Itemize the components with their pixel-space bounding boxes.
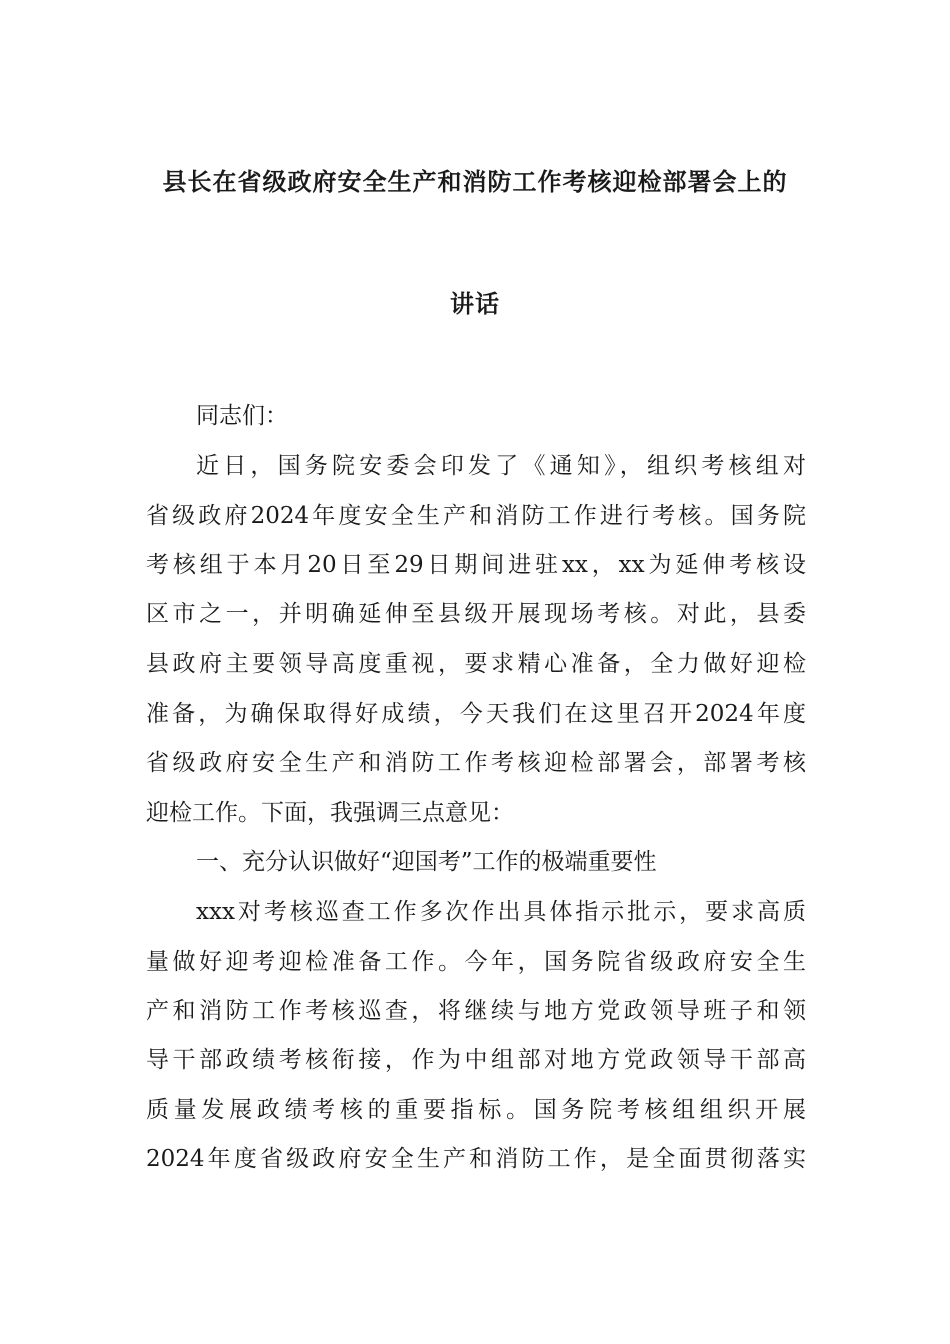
body-line: xxx对考核巡查工作多次作出具体指示批示，要求高质 xyxy=(196,899,806,925)
body-line: 省级政府安全生产和消防工作考核迎检部署会，部署考核 xyxy=(146,750,806,776)
salutation: 同志们： xyxy=(196,403,288,429)
document-title-line-1: 县长在省级政府安全生产和消防工作考核迎检部署会上的 xyxy=(162,168,788,196)
body-line: 量做好迎考迎检准备工作。今年，国务院省级政府安全生 xyxy=(146,949,806,975)
body-line: 迎检工作。下面，我强调三点意见： xyxy=(146,800,514,826)
section-heading: 一、充分认识做好“迎国考”工作的极端重要性 xyxy=(196,849,657,875)
body-line: 产和消防工作考核巡查，将继续与地方党政领导班子和领 xyxy=(146,998,806,1024)
body-line: 考核组于本月20日至29日期间进驻xx，xx为延伸考核设 xyxy=(146,552,806,578)
body-line: 区市之一，并明确延伸至县级开展现场考核。对此，县委 xyxy=(146,601,806,627)
body-line: 准备，为确保取得好成绩，今天我们在这里召开2024年度 xyxy=(146,701,806,727)
body-line: 质量发展政绩考核的重要指标。国务院考核组组织开展 xyxy=(146,1097,806,1123)
body-line: 近日，国务院安委会印发了《通知》，组织考核组对 xyxy=(196,453,806,479)
body-line: 2024年度省级政府安全生产和消防工作，是全面贯彻落实 xyxy=(146,1146,806,1172)
body-line: 省级政府2024年度安全生产和消防工作进行考核。国务院 xyxy=(146,503,806,529)
body-line: 县政府主要领导高度重视，要求精心准备，全力做好迎检 xyxy=(146,651,806,677)
document-title-line-2: 讲话 xyxy=(450,290,500,318)
body-line: 导干部政绩考核衔接，作为中组部对地方党政领导干部高 xyxy=(146,1047,806,1073)
